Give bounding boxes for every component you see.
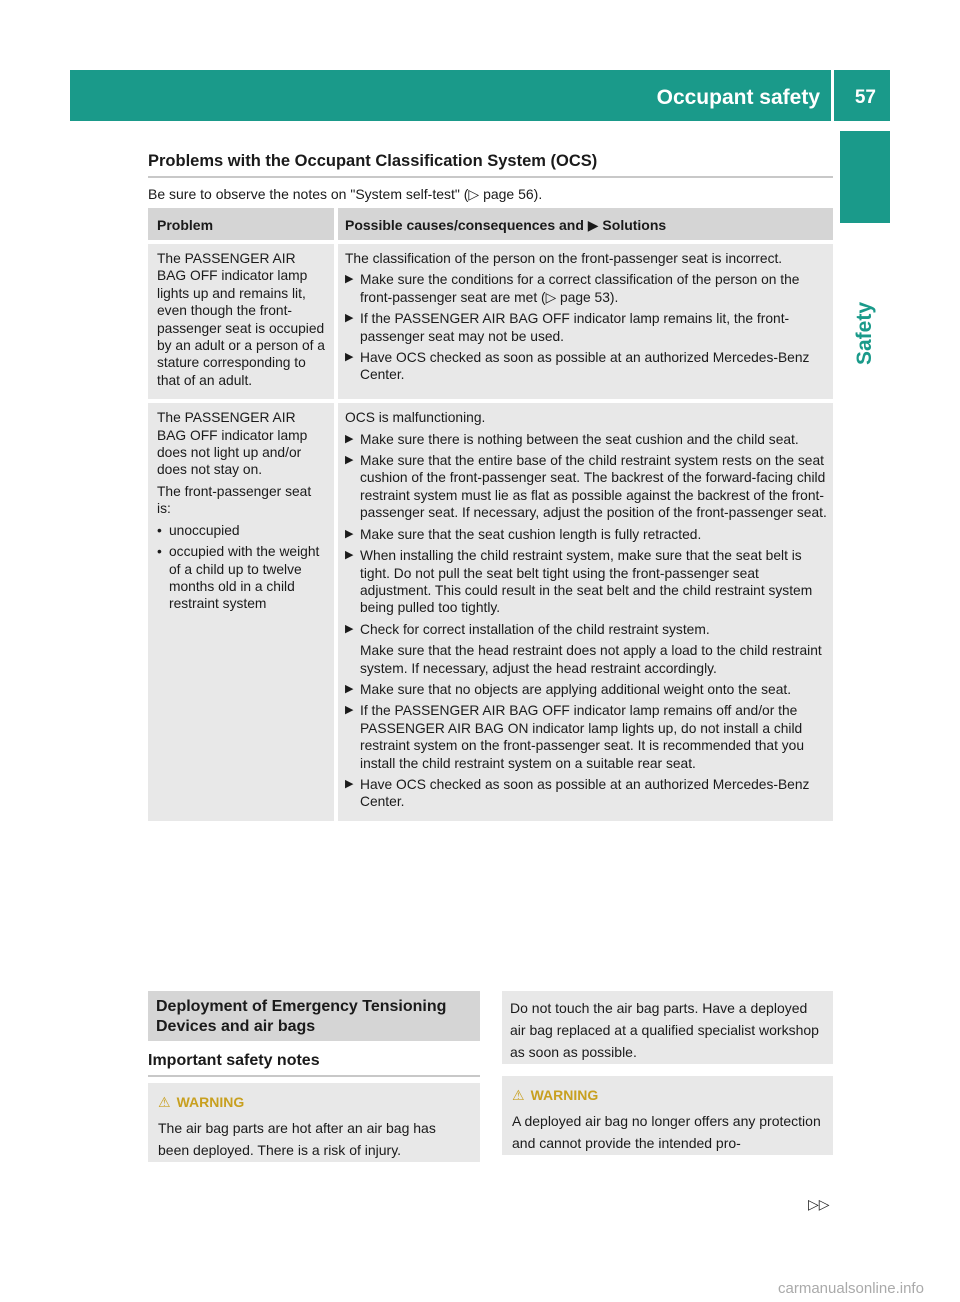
warning-triangle-icon: ⚠: [158, 1094, 171, 1110]
solution-step: ▶ If the PASSENGER AIR BAG OFF indicator lamp remains off and/or the PASSENGER AIR BAG ON indicator lamp lights up, do not install a child restraint system on the front-passenger seat. It is recommended that you install the child restraint system on a suitable rear seat.: [345, 703, 805, 771]
solution-step: ▶ Make sure the conditions for a correct classification of the person on the front-passenger seat are met (▷ page 53).: [345, 272, 800, 305]
warning-box: [148, 1083, 480, 1162]
table-header-row: [148, 208, 833, 240]
bullet-icon: •: [157, 544, 162, 560]
problem-cell: [148, 403, 334, 821]
watermark-text: carmanualsonline.info: [778, 1280, 924, 1297]
solution-cell: [338, 244, 833, 399]
problem-cell: [148, 244, 334, 399]
bullet-icon: •: [157, 522, 162, 538]
arrow-icon: ▶: [345, 527, 354, 540]
important-notes-heading: Important safety notes: [148, 1052, 320, 1069]
cause-text: The classification of the person on the front-passenger seat is incorrect.: [345, 251, 783, 266]
header-bar: [70, 70, 890, 121]
section-divider: [148, 1075, 480, 1077]
warning-text: The air bag parts are hot after an air bag has been deployed. There is a risk of injury.: [158, 1120, 436, 1158]
problem-text: The PASSENGER AIR BAG OFF indicator lamp lights up and remains lit, even though the front-passenger seat is occupied by an adult or a person of a stature corresponding to that of an adult.: [157, 251, 325, 388]
ocs-section-title: Problems with the Occupant Classification System (OCS): [148, 152, 598, 170]
table-row: [148, 244, 833, 399]
solution-cell: [338, 403, 833, 821]
arrow-icon: ▶: [345, 432, 354, 445]
ocs-table: [148, 208, 833, 821]
solution-step: ▶ Have OCS checked as soon as possible at an authorized Mercedes-Benz Center.: [345, 350, 810, 383]
warning-text: A deployed air bag no longer offers any protection and cannot provide the intended pro-: [512, 1113, 821, 1151]
arrow-icon: ▶: [345, 351, 354, 364]
ocs-intro: Be sure to observe the notes on "System self-test" (▷ page 56).: [148, 186, 543, 202]
header-title: Occupant safety: [656, 86, 820, 109]
info-box: [502, 991, 833, 1064]
warning-heading: ⚠ WARNING: [158, 1094, 245, 1110]
problem-subtext: The front-passenger seat is:: [157, 483, 312, 517]
arrow-icon: ▶: [345, 549, 354, 562]
list-item: • occupied with the weight of a child up to twelve months old in a child restraint system: [157, 544, 320, 612]
warning-box: [502, 1076, 833, 1155]
arrow-icon: ▶: [345, 312, 354, 325]
info-text: Do not touch the air bag parts. Have a deployed air bag replaced at a qualified specialist workshop as soon as possible.: [510, 1000, 819, 1060]
solution-step: ▶ If the PASSENGER AIR BAG OFF indicator lamp remains lit, the front-passenger seat may not be used.: [345, 311, 790, 344]
arrow-icon: ▶: [345, 273, 354, 286]
header-solutions: Possible causes/consequences and ▶ Solutions: [338, 208, 833, 240]
solution-step: ▶ Have OCS checked as soon as possible at an authorized Mercedes-Benz Center.: [345, 776, 810, 810]
step-note: Make sure that the head restraint does not apply a load to the child restraint system. If necessary, adjust the head restraint accordingly.: [360, 643, 822, 676]
header-separator: [831, 70, 834, 121]
solution-step: ▶ Make sure that the seat cushion length is fully retracted.: [345, 526, 702, 542]
cause-text: OCS is malfunctioning.: [345, 410, 486, 426]
solution-step: ▶ Make sure that the entire base of the child restraint system rests on the seat cushion of the front-passenger seat. The backrest of the forward-facing child restraint system must lie as flat as possible against the backrest of the front-passenger seat. If necessary, adjust the position of the front-passenger seat.: [345, 453, 827, 521]
warning-heading: ⚠ WARNING: [512, 1087, 599, 1103]
solution-step: ▶ When installing the child restraint system, make sure that the seat belt is tight. Do not pull the seat belt tight using the front-passenger seat adjustment. This could result in the seat belt and the child restraint system being pulled too tightly.: [345, 548, 813, 616]
arrow-icon: ▶: [345, 704, 354, 717]
section-divider: [148, 176, 833, 178]
continue-arrow-icon: ▷▷: [808, 1196, 830, 1212]
problem-text: The PASSENGER AIR BAG OFF indicator lamp does not light up and/or does not stay on.: [157, 410, 308, 478]
arrow-icon: ▶: [345, 682, 354, 695]
list-item: • unoccupied: [157, 522, 240, 538]
table-row: [148, 403, 833, 821]
warning-triangle-icon: ⚠: [512, 1087, 525, 1103]
arrow-icon: ▶: [345, 777, 354, 790]
section-tab-label: Safety: [853, 301, 876, 365]
section-tab-marker: [840, 131, 890, 223]
solution-step: ▶ Check for correct installation of the child restraint system.: [345, 621, 710, 637]
page-number: 57: [854, 87, 876, 108]
solution-step: ▶ Make sure that no objects are applying additional weight onto the seat.: [345, 681, 792, 697]
header-problem: Problem: [148, 208, 334, 240]
solution-step: ▶ Make sure there is nothing between the seat cushion and the child seat.: [345, 431, 799, 447]
arrow-icon: ▶: [345, 622, 354, 635]
deployment-section-title: Deployment of Emergency Tensioning Devices and air bags: [148, 991, 480, 1041]
arrow-icon: ▶: [345, 454, 354, 467]
